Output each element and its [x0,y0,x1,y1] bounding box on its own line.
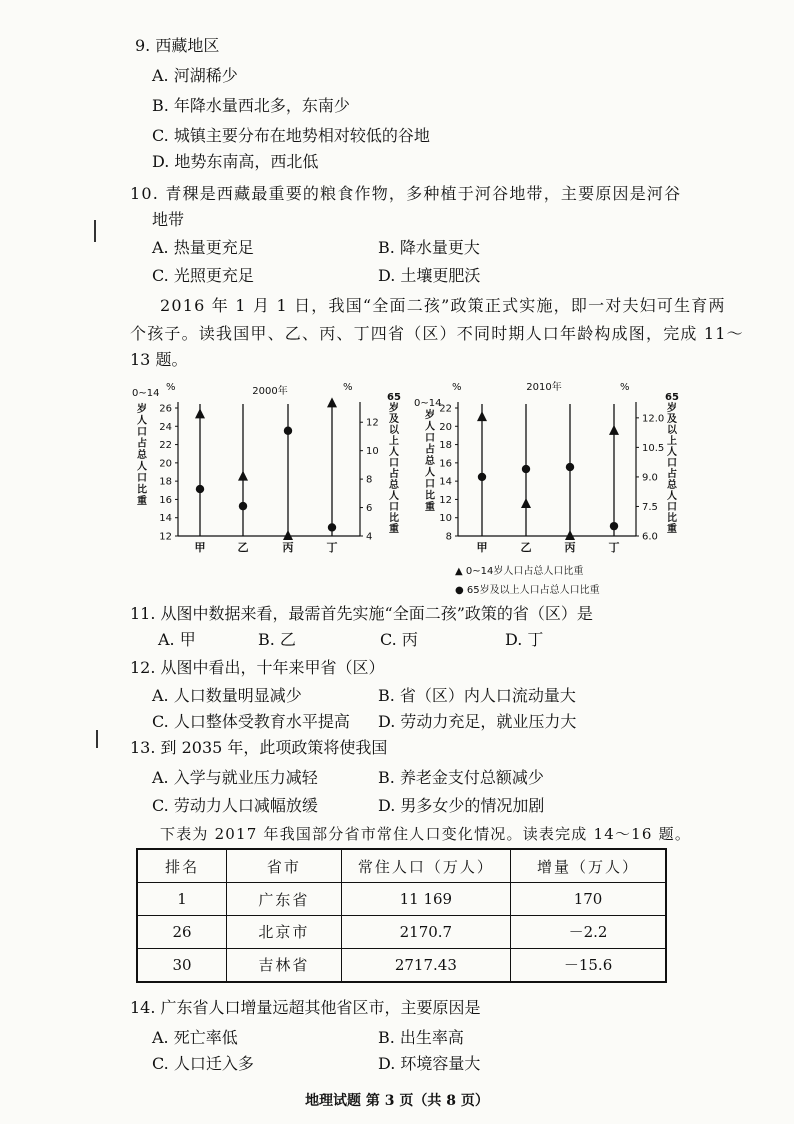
right-tick-label: 8 [366,474,373,486]
svg-text:人: 人 [425,467,435,479]
right-tick-label: 12 [366,417,379,429]
right-tick-label: 6.0 [642,531,658,543]
q12-option-b: B. 省（区）内人口流动量大 [378,686,576,705]
q14-option-a: A. 死亡率低 [152,1028,238,1047]
circle-icon: ● [455,585,464,596]
svg-text:人: 人 [667,447,677,458]
svg-text:人: 人 [137,415,147,427]
triangle-icon: ▲ [455,566,463,577]
chart-2000-right-axis-label [387,392,401,535]
svg-text:岁: 岁 [389,403,399,414]
table-intro: 下表为 2017 年我国部分省市常住人口变化情况。读表完成 14～16 题。 [160,825,692,843]
right-tick-label: 9.0 [642,472,658,484]
svg-text:人: 人 [137,461,147,473]
scan-mark [96,730,98,748]
q12-option-d: D. 劳动力充足，就业压力大 [378,712,577,731]
left-tick-label: 22 [159,440,172,452]
table-row [137,915,666,948]
svg-text:人: 人 [389,447,399,458]
svg-text:重: 重 [425,502,435,513]
q10-option-d: D. 土壤更肥沃 [378,266,481,285]
chart-2000 [128,378,418,558]
table-header-rank: 排名 [137,849,227,883]
scan-mark [94,220,96,242]
right-tick-label: 4 [366,531,373,543]
q11-option-c: C. 丙 [380,630,418,649]
svg-text:及: 及 [389,414,399,425]
svg-text:岁: 岁 [667,403,677,414]
q9-option-c: C. 城镇主要分布在地势相对较低的谷地 [152,126,430,145]
svg-text:上: 上 [389,436,399,447]
table-cell: 北京市 [227,915,342,948]
intro-line3: 13 题。 [130,350,188,369]
left-tick-label: 20 [439,421,452,433]
svg-text:及: 及 [667,414,677,425]
table-header-population: 常住人口（万人） [341,849,510,883]
triangle-point [521,498,531,508]
table-row [137,948,666,982]
svg-text:占: 占 [667,469,677,480]
chart-2000-left-top-label: 0~14 [132,388,160,399]
table-cell: 170 [511,883,666,916]
svg-text:总: 总 [425,456,435,467]
circle-point [566,463,574,471]
intro-line2: 个孩子。读我国甲、乙、丙、丁四省（区）不同时期人口年龄构成图，完成 11～ [130,324,744,343]
left-tick-label: 16 [159,494,172,506]
q9-option-b: B. 年降水量西北多，东南少 [152,96,350,115]
category-label: 乙 [520,541,532,554]
left-tick-label: 12 [439,494,452,506]
chart-2000-right-unit: % [343,382,353,393]
svg-text:比: 比 [425,490,435,502]
right-tick-label: 6 [366,503,373,515]
q10-stem-line2: 地带 [152,210,185,229]
left-tick-label: 12 [159,531,172,543]
table-cell: 广东省 [227,883,342,916]
svg-text:总: 总 [667,480,677,491]
q13-stem: 13. 到 2035 年，此项政策将使我国 [130,738,388,757]
triangle-point [477,411,487,421]
circle-point [522,465,530,473]
q10-stem-line1: 10. 青稞是西藏最重要的粮食作物，多种植于河谷地带，主要原因是河谷 [130,184,682,203]
chart-2010-right-axis-label [665,392,679,535]
left-tick-label: 18 [439,440,452,452]
left-tick-label: 8 [445,531,452,543]
category-label: 丁 [608,541,620,554]
table-cell: 吉林省 [227,948,342,982]
legend-circle [455,581,600,596]
svg-text:岁: 岁 [137,404,147,415]
right-tick-label: 10.5 [642,442,665,454]
left-tick-label: 26 [159,403,172,415]
q13-option-c: C. 劳动力人口减幅放缓 [152,796,318,815]
category-label: 乙 [237,541,249,554]
svg-text:占: 占 [425,444,435,456]
q14-option-c: C. 人口迁入多 [152,1054,254,1073]
circle-point [478,473,486,481]
svg-text:总: 总 [389,480,399,491]
chart-2010-right-unit: % [620,382,630,393]
svg-text:65: 65 [387,392,401,403]
category-label: 丁 [326,541,338,554]
left-tick-label: 14 [439,476,452,488]
svg-text:重: 重 [389,524,399,535]
q12-option-a: A. 人口数量明显减少 [152,686,302,705]
q12-option-c: C. 人口整体受教育水平提高 [152,712,350,731]
q11-option-a: A. 甲 [158,630,196,649]
chart-2000-title: 2000年 [252,386,288,397]
table-cell: 1 [137,883,227,916]
svg-text:以: 以 [389,425,399,436]
circle-point [328,523,336,531]
q14-option-b: B. 出生率高 [378,1028,464,1047]
table-header-province: 省市 [227,849,342,883]
q10-option-c: C. 光照更充足 [152,266,254,285]
q9-option-a: A. 河湖稀少 [152,66,238,85]
triangle-point [195,408,205,418]
svg-text:口: 口 [425,479,435,490]
svg-text:口: 口 [137,473,147,484]
svg-text:口: 口 [389,458,399,469]
q11-option-d: D. 丁 [505,630,544,649]
triangle-point [565,530,575,540]
svg-text:人: 人 [389,491,399,502]
table-header-row [137,849,666,883]
intro-line1: 2016 年 1 月 1 日，我国“全面二孩”政策正式实施，即一对夫妇可生育两 [160,296,726,315]
table-header-increment: 增量（万人） [511,849,666,883]
legend-triangle-label: 0~14岁人口占总人口比重 [465,566,584,577]
left-tick-label: 10 [439,513,452,525]
q13-option-b: B. 养老金支付总额减少 [378,768,544,787]
circle-point [239,502,247,510]
svg-text:上: 上 [667,436,677,447]
table-cell: －15.6 [511,948,666,982]
legend-triangle [455,562,583,577]
svg-text:比: 比 [137,484,147,496]
svg-text:口: 口 [137,427,147,438]
category-label: 丙 [564,541,576,554]
triangle-point [327,397,337,407]
q13-option-a: A. 入学与就业压力减轻 [152,768,318,787]
svg-text:人: 人 [425,421,435,433]
triangle-point [238,471,248,481]
svg-text:岁: 岁 [425,410,435,421]
svg-text:重: 重 [137,496,147,507]
q12-stem: 12. 从图中看出，十年来甲省（区） [130,658,385,677]
q14-stem: 14. 广东省人口增量远超其他省区市，主要原因是 [130,998,481,1017]
table-cell: 26 [137,915,227,948]
svg-text:总: 总 [137,450,147,461]
svg-text:口: 口 [667,502,677,513]
svg-text:占: 占 [389,469,399,480]
svg-text:口: 口 [425,433,435,444]
svg-text:重: 重 [667,524,677,535]
table-cell: 30 [137,948,227,982]
svg-text:人: 人 [667,491,677,502]
chart-2000-left-unit: % [166,382,176,393]
left-tick-label: 16 [439,458,452,470]
population-table [136,848,667,983]
left-tick-label: 18 [159,476,172,488]
chart-2010 [414,378,694,558]
q10-option-a: A. 热量更充足 [152,238,254,257]
table-cell: 11 169 [341,883,510,916]
left-tick-label: 20 [159,458,172,470]
chart-2010-left-top-label: 0~14 [414,398,442,409]
svg-text:占: 占 [137,438,147,450]
svg-text:65: 65 [665,392,679,403]
category-label: 丙 [282,541,294,554]
svg-text:比: 比 [389,513,399,524]
svg-text:口: 口 [667,458,677,469]
q11-option-b: B. 乙 [258,630,296,649]
right-tick-label: 10 [366,446,379,458]
svg-text:比: 比 [667,513,677,524]
category-label: 甲 [194,541,206,554]
page-footer: 地理试题 第 3 页（共 8 页） [305,1093,489,1109]
table-row [137,883,666,916]
chart-2010-title: 2010年 [526,382,562,393]
table-cell: 2717.43 [341,948,510,982]
circle-point [610,522,618,530]
table-cell: －2.2 [511,915,666,948]
svg-text:口: 口 [389,502,399,513]
chart-2010-left-axis-label [425,408,436,513]
left-tick-label: 22 [439,403,452,415]
q9-option-d: D. 地势东南高，西北低 [152,152,319,171]
chart-2000-left-axis-label [137,402,148,507]
circle-point [284,427,292,435]
legend-circle-label: 65岁及以上人口占总人口比重 [466,585,600,596]
left-tick-label: 14 [159,513,172,525]
q13-option-d: D. 男多女少的情况加剧 [378,796,545,815]
right-tick-label: 12.0 [642,413,665,425]
svg-text:以: 以 [667,425,677,436]
q10-option-b: B. 降水量更大 [378,238,480,257]
q11-stem: 11. 从图中数据来看，最需首先实施“全面二孩”政策的省（区）是 [130,604,593,623]
chart-2010-left-unit: % [452,382,462,393]
triangle-point [283,530,293,540]
triangle-point [609,425,619,435]
q14-option-d: D. 环境容量大 [378,1054,481,1073]
category-label: 甲 [476,541,488,554]
table-cell: 2170.7 [341,915,510,948]
q9-stem: 9. 西藏地区 [135,36,220,55]
right-tick-label: 7.5 [642,501,658,513]
left-tick-label: 24 [159,421,172,433]
circle-point [196,485,204,493]
